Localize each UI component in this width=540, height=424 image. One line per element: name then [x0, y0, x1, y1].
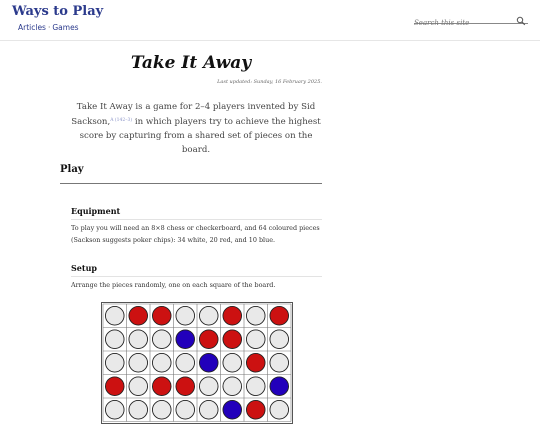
last-updated: Last updated: Sunday, 16 February 2025. — [217, 79, 322, 85]
board-piece-white — [105, 306, 124, 325]
board-piece-white — [270, 400, 289, 419]
heading-equipment: Equipment — [71, 206, 322, 220]
board-piece-white — [246, 330, 265, 349]
board-piece-white — [270, 330, 289, 349]
board-piece-white — [129, 377, 148, 396]
board-piece-red — [246, 353, 265, 372]
board-grid — [102, 303, 292, 423]
board-piece-white — [129, 330, 148, 349]
board-piece-white — [152, 353, 171, 372]
board-piece-white — [105, 353, 124, 372]
board-piece-white — [246, 377, 265, 396]
board-piece-red — [152, 377, 171, 396]
board-piece-red — [152, 306, 171, 325]
section-heading-play: Play — [60, 164, 322, 184]
board-piece-red — [246, 400, 265, 419]
equipment-text: To play you will need an 8×8 chess or checkerboard, and 64 coloured pieces (Sackson suggests poker chips): 34 white, 20 red, and 10 blue. — [71, 224, 320, 244]
board-piece-white — [223, 377, 242, 396]
board-piece-white — [105, 400, 124, 419]
board-piece-red — [176, 377, 195, 396]
board-piece-white — [152, 400, 171, 419]
board-piece-red — [223, 306, 242, 325]
game-board — [101, 302, 293, 424]
intro-text-start: Take It Away is a game for 2–4 players invented by Sid Sackson, — [71, 102, 316, 127]
board-piece-white — [199, 377, 218, 396]
board-piece-red — [270, 306, 289, 325]
board-piece-white — [199, 400, 218, 419]
board-piece-white — [129, 353, 148, 372]
search-box — [414, 10, 528, 24]
board-piece-red — [199, 330, 218, 349]
board-piece-red — [129, 306, 148, 325]
search-input[interactable] — [414, 17, 514, 29]
board-piece-red — [105, 377, 124, 396]
nav-link-articles[interactable]: Articles — [18, 23, 46, 32]
page-title: Take It Away — [130, 53, 252, 73]
board-piece-white — [105, 330, 124, 349]
board-piece-white — [176, 353, 195, 372]
board-piece-white — [176, 306, 195, 325]
nav-link-games[interactable]: Games — [52, 23, 79, 32]
board-piece-white — [270, 353, 289, 372]
site-logo-link[interactable]: Ways to Play — [12, 4, 104, 19]
board-piece-white — [129, 400, 148, 419]
intro-paragraph — [66, 100, 326, 157]
setup-text: Arrange the pieces randomly, one on each square of the board. — [71, 281, 276, 289]
board-piece-white — [223, 353, 242, 372]
heading-setup: Setup — [71, 263, 322, 277]
board-piece-white — [152, 330, 171, 349]
board-piece-white — [176, 400, 195, 419]
board-piece-white — [199, 306, 218, 325]
board-piece-blue — [223, 400, 242, 419]
search-icon[interactable] — [516, 11, 526, 21]
board-piece-white — [246, 306, 265, 325]
main-nav — [18, 23, 79, 32]
board-piece-blue — [176, 330, 195, 349]
board-piece-blue — [199, 353, 218, 372]
nav-separator: · — [47, 23, 51, 32]
citation-link[interactable]: A (142–3) — [110, 118, 133, 123]
intro-text-end: in which players try to achieve the highest score by capturing from a shared set of pieces on the board. — [79, 117, 321, 155]
site-header — [0, 0, 540, 41]
board-piece-blue — [270, 377, 289, 396]
board-piece-red — [223, 330, 242, 349]
